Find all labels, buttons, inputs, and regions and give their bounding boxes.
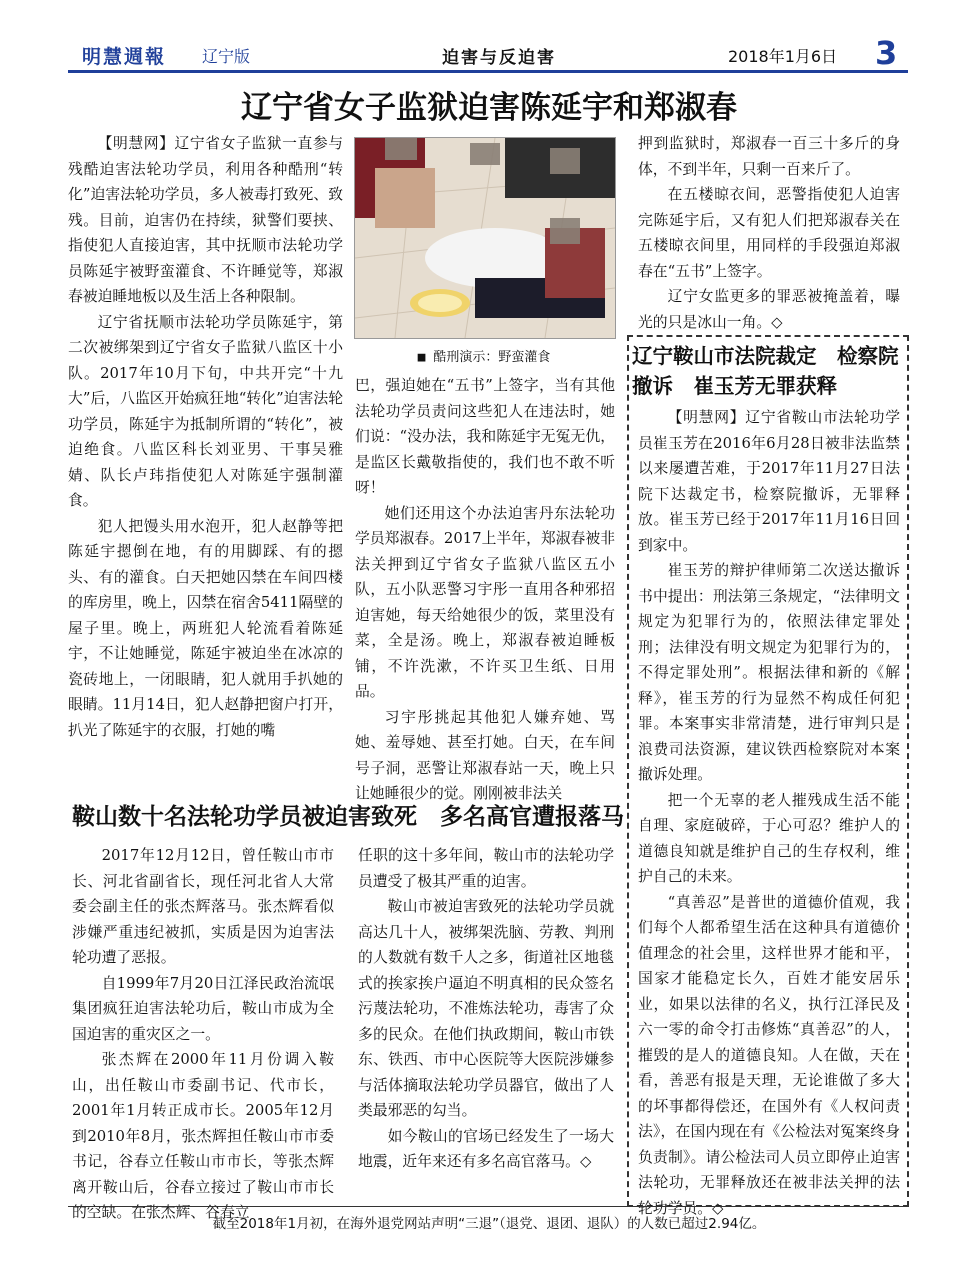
paragraph: “真善忍”是普世的道德价值观，我们每个人都希望生活在这种具有道德价值理念的社会里，这样世界才能和平，国家才能稳定长久，百姓才能安居乐业，如果以法律的名义，执行江泽民及六一零的命令打击修炼“真善忍”的人，摧毁的是人的道德良知。人在做，天在看，善恶有报是天理，无论谁做了多大的坏事都得偿还，在国外有《人权问责法》，在国内现在有《公检法对冤案终身负责制》。请公检法司人员立即停止迫害法轮功，无罪释放还在被非法关押的法轮功学员。◇ [638, 893, 900, 1217]
article1-column-1 [68, 131, 343, 743]
page-header [60, 34, 898, 72]
paragraph: 巴，强迫她在“五书”上签字，当有其他法轮功学员责问这些犯人在违法时，她们说：“没办法，我和陈延宇无冤无仇，是监区长戴敬指使的，我们也不敢不听呀！ [355, 377, 615, 496]
article3-title: 辽宁鞍山市法院裁定 检察院撤诉 崔玉芳无罪获释 [632, 344, 899, 398]
header-rule [68, 70, 908, 73]
torture-demo-photo [354, 137, 616, 339]
issue-date: 2018年1月6日 [728, 47, 838, 66]
paragraph: 自1999年7月20日江泽民政治流氓集团疯狂迫害法轮功后，鞍山市成为全国迫害的重灾区之一。 [72, 974, 334, 1043]
paragraph: 犯人把馒头用水泡开，犯人赵静等把陈延宇摁倒在地，有的用脚踩、有的摁头、有的灌食。白天把她囚禁在车间四楼的库房里，晚上，囚禁在宿舍5411隔壁的屋子里。晚上，两班犯人轮流看着陈延宇，不让她睡觉，陈延宇被迫坐在冰凉的瓷砖地上，一闭眼睛，犯人就用手扒她的眼睛。11月14日，犯人赵静把窗户打开，扒光了陈延宇的衣服，打她的嘴 [68, 517, 343, 739]
paragraph: 【明慧网】辽宁省鞍山市法轮功学员崔玉芳在2016年6月28日被非法监禁以来屡遭苦难，于2017年11月27日法院下达裁定书，检察院撤诉，无罪释放。崔玉芳已经于2017年11月16日回到家中。 [638, 409, 900, 554]
article1-column-3 [638, 131, 900, 335]
article2-column-2 [358, 843, 614, 1175]
paragraph: 习宇彤挑起其他犯人嫌弃她、骂她、羞辱她、甚至打她。白天，在车间号子洞，恶警让郑淑春站一天，晚上只让她睡很少的觉。刚刚被非法关 [355, 708, 615, 802]
paragraph: 鞍山市被迫害致死的法轮功学员就高达几十人，被绑架洗脑、劳教、判刑的人数就有数千人之多，街道社区地毯式的挨家挨户逼迫不明真相的民众签名污蔑法轮功，不准炼法轮功，毒害了众多的民众。在他们执政期间，鞍山市铁东、铁西、市中心医院等大医院涉嫌参与活体摘取法轮功学员器官，做出了人类最邪恶的勾当。 [358, 898, 614, 1119]
paragraph: 把一个无辜的老人摧残成生活不能自理、家庭破碎，于心可忍？维护人的道德良知就是维护自己的生存权利，维护自己的未来。 [638, 791, 900, 885]
article1-column-2 [355, 373, 615, 807]
paragraph: 辽宁省抚顺市法轮功学员陈延宇，第二次被绑架到辽宁省女子监狱八监区十小队。2017年10月下旬，中共开完“十九大”后，八监区开始疯狂地“转化”迫害法轮功学员，陈延宇为抵制所谓的“转化”，被迫绝食。八监区科长刘亚男、干事吴雅婧、队长卢玮指使犯人对陈延宇强制灌食。 [68, 313, 343, 509]
paragraph: 辽宁女监更多的罪恶被掩盖着，曝光的只是冰山一角。◇ [638, 288, 900, 331]
footer-note: 截至2018年1月初，在海外退党网站声明“三退”（退党、退团、退队）的人数已超过2.94亿。 [212, 1216, 766, 1232]
paragraph: 押到监狱时，郑淑春一百三十多斤的身体，不到半年，只剩一百来斤了。 [638, 135, 900, 178]
page-number: 3 [875, 34, 898, 72]
section-title: 迫害与反迫害 [442, 48, 556, 68]
footer-rule [68, 1206, 908, 1207]
paragraph: 崔玉芳的辩护律师第二次送达撤诉书中提出：刑法第三条规定，“法律明文规定为犯罪行为的，依照法律定罪处刑；法律没有明文规定为犯罪行为的，不得定罪处刑”。根据法律和新的《解释》，崔玉芳的行为显然不构成任何犯罪。本案事实非常清楚，进行审判只是浪费司法资源，建议铁西检察院对本案撤诉处理。 [638, 562, 900, 783]
article3-body [638, 405, 900, 1221]
photo-caption: ■ 酷刑演示：野蛮灌食 [417, 350, 551, 365]
article1-title: 辽宁省女子监狱迫害陈延宇和郑淑春 [241, 90, 737, 126]
paragraph: 2017年12月12日，曾任鞍山市市长、河北省副省长，现任河北省人大常委会副主任的张杰辉落马。张杰辉看似涉嫌严重违纪被抓，实质是因为迫害法轮功遭了恶报。 [72, 847, 334, 966]
paragraph: 如今鞍山的官场已经发生了一场大地震，近年来还有多名高官落马。◇ [358, 1127, 614, 1170]
masthead: 明慧週報 [82, 46, 167, 68]
paragraph: 【明慧网】辽宁省女子监狱一直参与残酷迫害法轮功学员，利用各种酷刑“转化”迫害法轮功学员，多人被毒打致死、致残。目前，迫害仍在持续，狱警们要挟、指使犯人直接迫害，其中抚顺市法轮功学员陈延宇被野蛮灌食、不许睡觉等，郑淑春被迫睡地板以及生活上各种限制。 [68, 135, 343, 305]
article2-column-1 [72, 843, 334, 1226]
edition-label: 辽宁版 [202, 47, 251, 66]
paragraph: 张杰辉在2000年11月份调入鞍山，出任鞍山市委副书记、代市长，2001年1月转正成市长。2005年12月到2010年8月，张杰辉担任鞍山市市委书记，谷春立任鞍山市市长，等张杰辉离开鞍山后，谷春立接过了鞍山市市长的空缺。在张杰辉、谷春立 [72, 1051, 334, 1221]
article2-title: 鞍山数十名法轮功学员被迫害致死 多名高官遭报落马 [72, 804, 624, 830]
paragraph: 她们还用这个办法迫害丹东法轮功学员郑淑春。2017上半年，郑淑春被非法关押到辽宁省女子监狱八监区五小队，五小队恶警习宇彤一直用各种邪招迫害她，每天给她很少的饭，菜里没有菜，全是汤。晚上，郑淑春被迫睡板铺，不许洗漱，不许买卫生纸、日用品。 [355, 504, 615, 700]
paragraph: 任职的这十多年间，鞍山市的法轮功学员遭受了极其严重的迫害。 [358, 847, 614, 890]
paragraph: 在五楼晾衣间，恶警指使犯人迫害完陈延宇后，又有犯人们把郑淑春关在五楼晾衣间里，用同样的手段强迫郑淑春在“五书”上签字。 [638, 186, 900, 280]
